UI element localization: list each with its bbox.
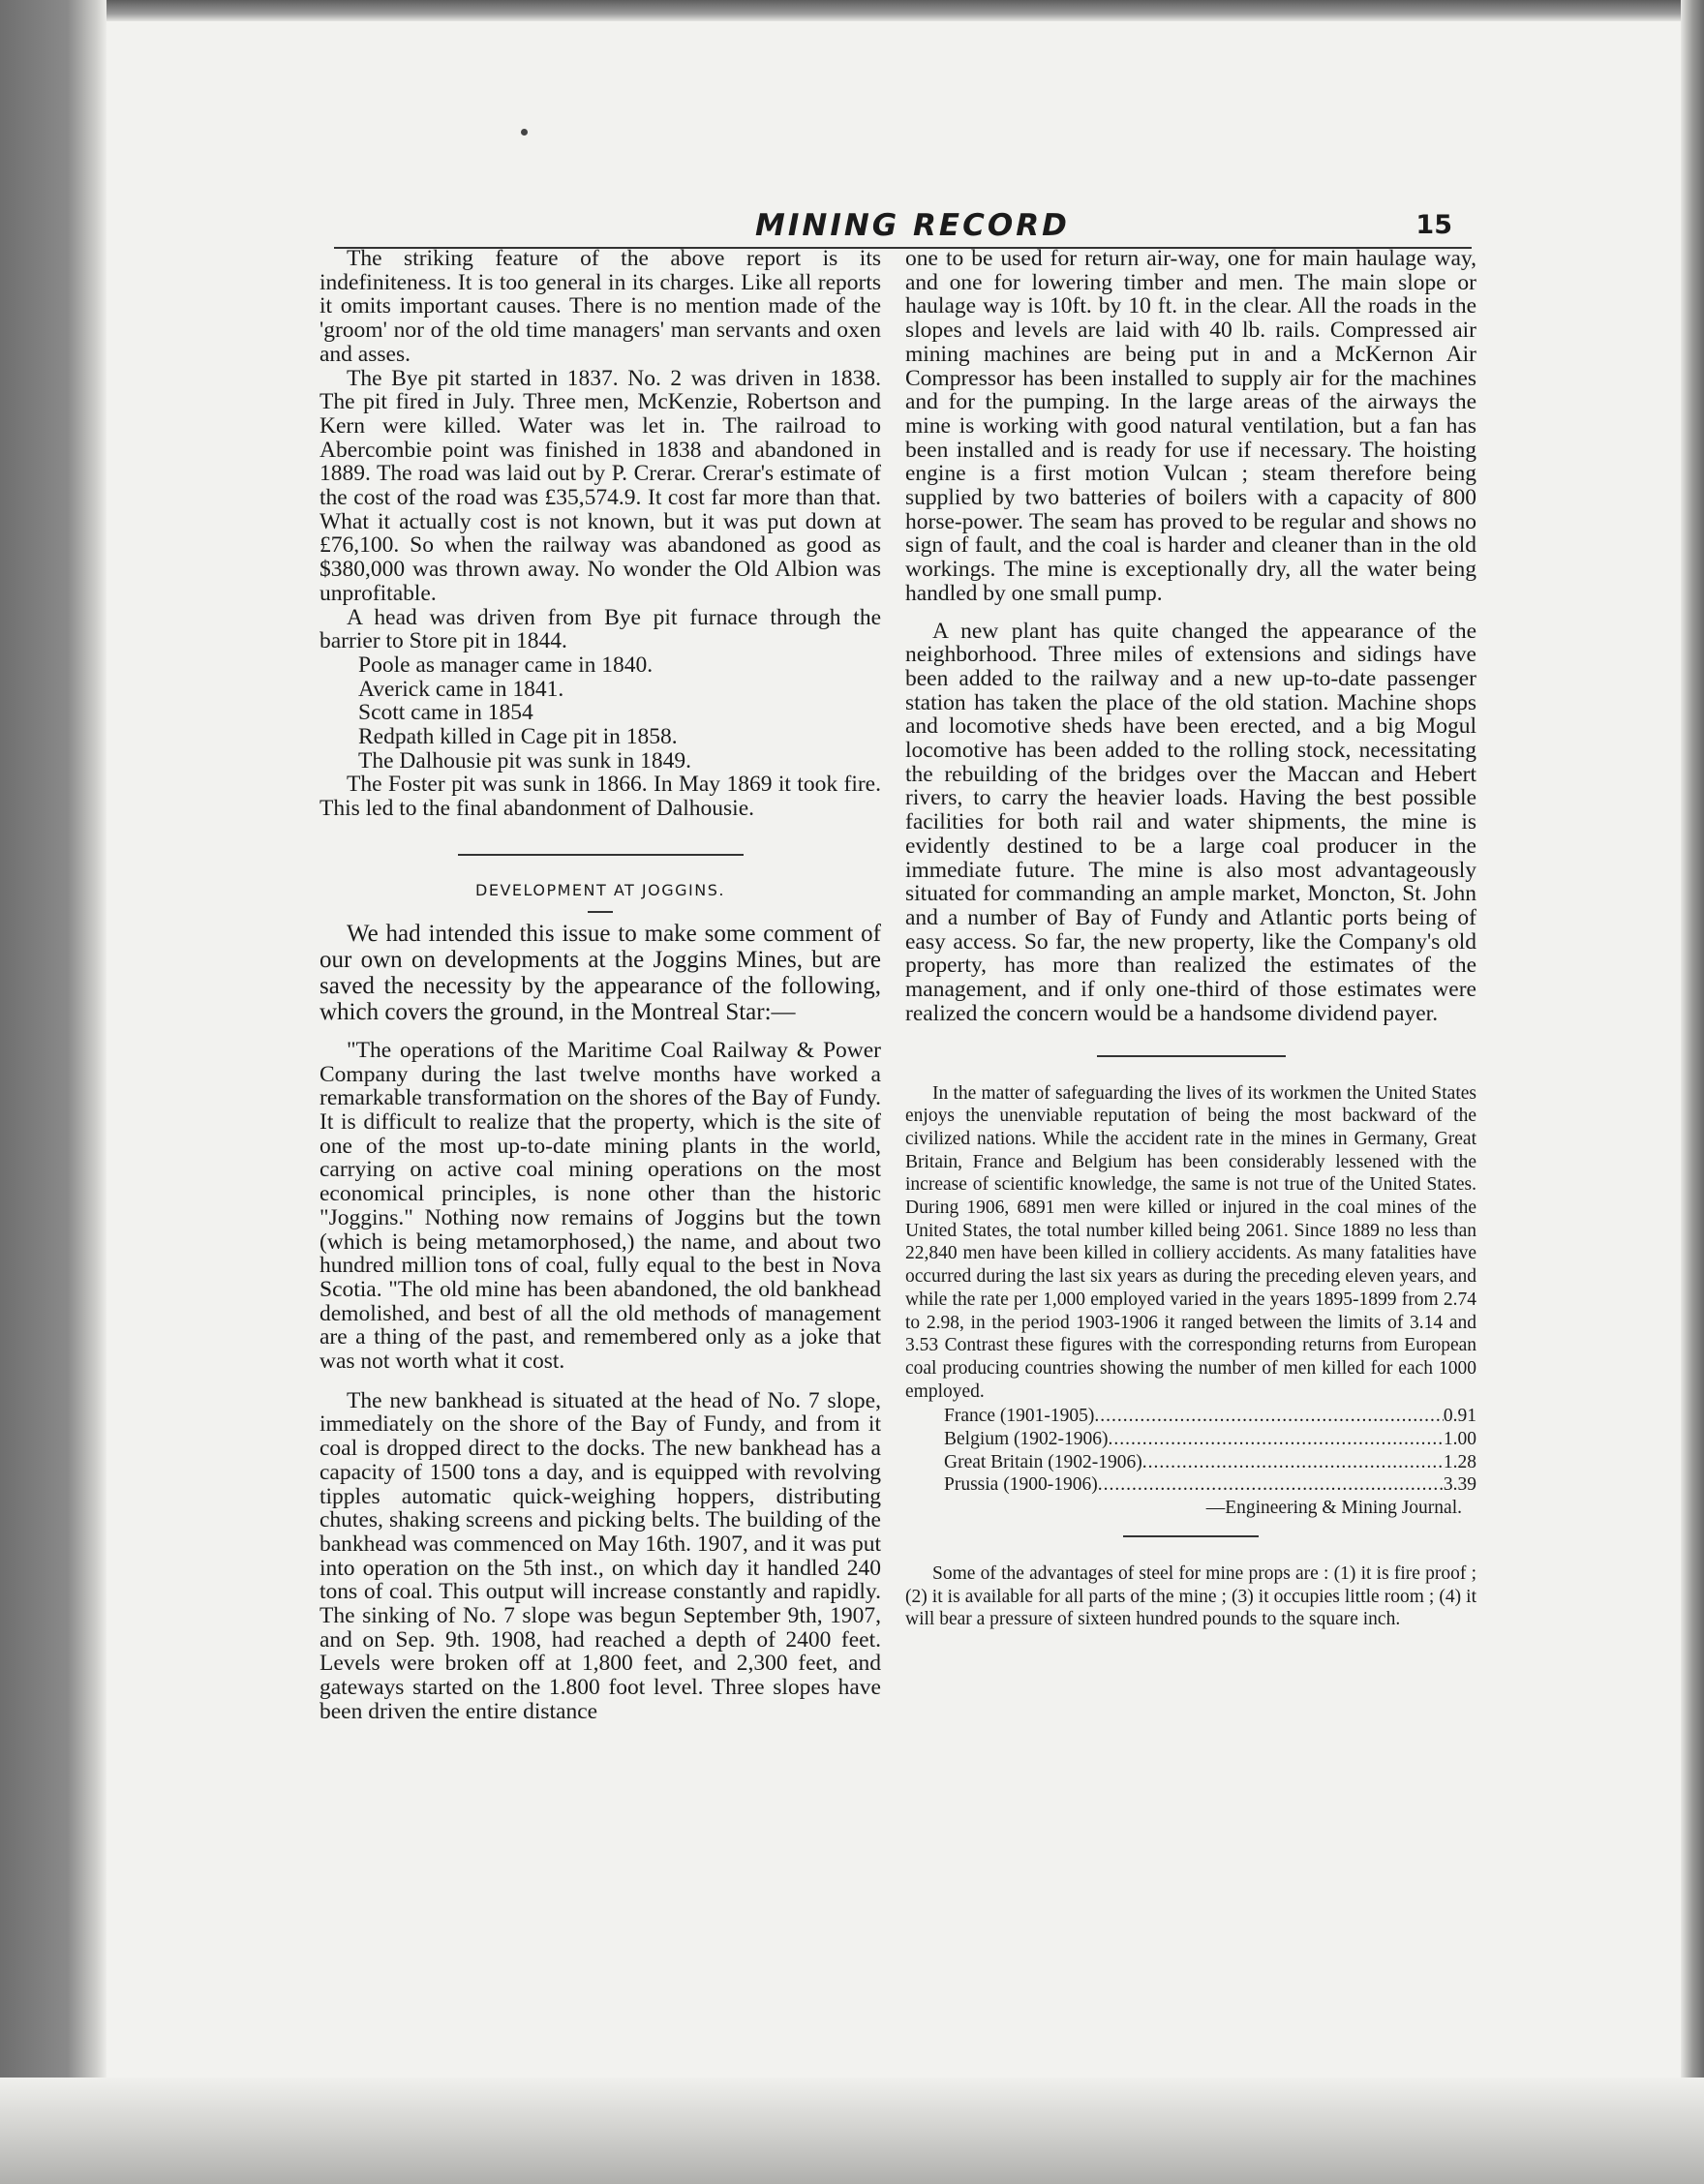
rate-value: 3.39 [1443,1474,1476,1496]
paragraph: The Foster pit was sunk in 1866. In May 1869 it took fire. This led to the final abandonment of Dalhousie. [320,772,881,822]
chronology-list [358,653,881,774]
list-item: The Dalhousie pit was sunk in 1849. [358,747,691,774]
section-divider [458,854,744,856]
country-label: Belgium (1902-1906) [944,1429,1109,1450]
table-row [944,1451,1476,1474]
table-row [944,1428,1476,1451]
paragraph: one to be used for return air-way, one for main haulage way, and one for lowering timber and men. The main slope or haulage way is 10ft. by 10 ft. in the clear. All the roads in the slopes and levels are laid with 40 lb. rails. Compressed air mining machines are being put in and a McKernon Air Compressor has been installed to supply air for the machines and for the pumping. In the large areas of the airways the mine is working with good natural ventilation, but a fan has been installed and is ready for use if necessary. The hoisting engine is a first motion Vulcan ; steam therefore being supplied by two batteries of boilers with a capacity of 800 horse-power. The seam has proved to be regular and shows no sign of fault, and the coal is harder and cleaner than in the old workings. The mine is exceptionally dry, all the water being handled by one small pump. [905,246,1476,606]
source-credit: —Engineering & Mining Journal. [1205,1498,1462,1519]
paragraph: The new bankhead is situated at the head of No. 7 slope, immediately on the shore of the Bay of Fundy, and from it coal is dropped direct to the docks. The new bankhead has a capacity of 1500 tons a day, and is equipped with revolving tipples automatic quick-weighing hoppers, distributing chutes, shaking screens and picking belts. The building of the bankhead was commenced on May 16th. 1907, and it was put into operation on the 5th inst., on which day it handled 240 tons of coal. This output will increase constantly and rapidly. The sinking of No. 7 slope was begun September 9th, 1907, and on Sep. 9th. 1908, had reached a depth of 2400 feet. Levels were broken off at 1,800 feet, and 2,300 feet, and gateways started on the 1.800 foot level. Three slopes have been driven the entire distance [320,1387,881,1724]
paragraph: A new plant has quite changed the appearance of the neighborhood. Three miles of extensions and sidings have been added to the railway and a new up-to-date passenger station has taken the place of the old station. Machine shops and locomotive sheds have been erected, and a big Mogul locomotive has been added to the rolling stock, necessitating the rebuilding of the bridges over the Maccan and Hebert rivers, to carry the heavier loads. Having the best possible facilities for both rail and water shipments, the mine is evidently destined to be a large coal producer in the immediate future. The mine is also most advantageously situated for commanding an ample market, Moncton, St. John and a number of Bay of Fundy and Atlantic ports being of easy access. So far, the new property, like the Company's old property, has more than realized the estimates of the management, and if only one-third of those estimates were realized the concern would be a handsome dividend payer. [905,618,1476,1026]
paragraph: In the matter of safeguarding the lives of its workmen the United States enjoys the unenviable reputation of being the most backward of the civilized nations. While the accident rate in the mines in Germany, Great Britain, France and Belgium has been considerably lessened with the increase of scientific knowledge, the same is not true of the United States. During 1906, 6891 men were killed or injured in the coal mines of the United States, the total number killed being 2061. Since 1889 no less than 22,840 men have been killed in colliery accidents. As many fatalities have occurred during the last six years as during the preceding eleven years, and while the rate per 1,000 employed varied in the years 1895-1899 from 2.74 to 2.98, in the period 1903-1906 it ranged between the limits of 3.14 and 3.53 Contrast these figures with the corresponding returns from European coal producing countries showing the number of men killed for each 1000 employed. [905,1082,1476,1402]
paragraph: The striking feature of the above report is its indefiniteness. It is too general in its charges. Like all reports it omits important causes. There is no mention made of the 'groom' nor of the old time managers' man servants and oxen and asses. [320,246,881,367]
article-heading: DEVELOPMENT AT JOGGINS. [475,880,725,899]
list-item: Scott came in 1854 [358,700,533,726]
country-label: Great Britain (1902-1906) [944,1451,1142,1472]
scan-border-bottom [0,2078,1704,2184]
scan-border-right [1681,0,1704,2184]
paragraph: The Bye pit started in 1837. No. 2 was driven in 1838. The pit fired in July. Three men, McKenzie, Robertson and Kern were killed. Water was let in. The railroad to Abercombie point was finished in 1838 and abandoned in 1889. The road was laid out by P. Crerar. Crerar's estimate of the cost of the road was £35,574.9. It cost far more than that. What it actually cost is not known, but it was put down at £76,100. So when the railway was abandoned as good as $380,000 was thrown away. No wonder the Old Albion was unprofitable. [320,365,881,606]
journal-page [320,208,1481,2028]
fatality-table [944,1405,1476,1497]
list-item: Averick came in 1841. [358,676,564,702]
left-column [320,247,881,1724]
heading-rule [588,911,613,913]
page-number: 15 [1415,210,1452,240]
right-column [905,247,1476,1631]
country-label: France (1901-1905) [944,1406,1095,1427]
list-item: Poole as manager came in 1840. [358,652,654,678]
section-divider [1097,1055,1286,1057]
list-item: Redpath killed in Cage pit in 1858. [358,724,678,750]
article-lead: We had intended this issue to make some comment of our own on developments at the Joggins Mines, but are saved the necessity by the appearance of the following, which covers the ground, in the Montreal Star:— [320,920,881,1025]
country-label: Prussia (1900-1906) [944,1474,1098,1496]
table-row [944,1405,1476,1428]
journal-title: MINING RECORD [755,208,1070,243]
section-divider [1123,1535,1259,1537]
steel-props-note [905,1562,1476,1631]
table-row [944,1473,1476,1497]
scan-border-top [0,0,1704,21]
paragraph: Some of the advantages of steel for mine props are : (1) it is fire proof ; (2) it is available for all parts of the mine ; (3) it occupies little room ; (4) it will bear a pressure of sixteen hundred pounds to the square inch. [905,1562,1476,1630]
scan-border-left [0,0,106,2184]
rate-value: 1.00 [1443,1429,1476,1450]
paragraph: A head was driven from Bye pit furnace through the barrier to Store pit in 1844. [320,604,881,654]
paragraph: "The operations of the Maritime Coal Railway & Power Company during the last twelve months have worked a remarkable transformation on the shores of the Bay of Fundy. It is difficult to realize that the property, which is the site of one of the most up-to-date mining plants in the world, carrying on active coal mining operations on the most economical principles, is none other than the historic "Joggins." Nothing now remains of Joggins but the town (which is being metamorphosed,) the name, and about two hundred million tons of coal, fully equal to the best in Nova Scotia. "The old mine has been abandoned, the old bankhead demolished, and best of all the old methods of management are a thing of the past, and remembered only as a joke that was not worth what it cost. [320,1037,881,1375]
rate-value: 0.91 [1443,1406,1476,1427]
rate-value: 1.28 [1443,1451,1476,1472]
running-header [334,208,1472,249]
safety-article [905,1082,1476,1404]
ink-spot [521,129,528,136]
